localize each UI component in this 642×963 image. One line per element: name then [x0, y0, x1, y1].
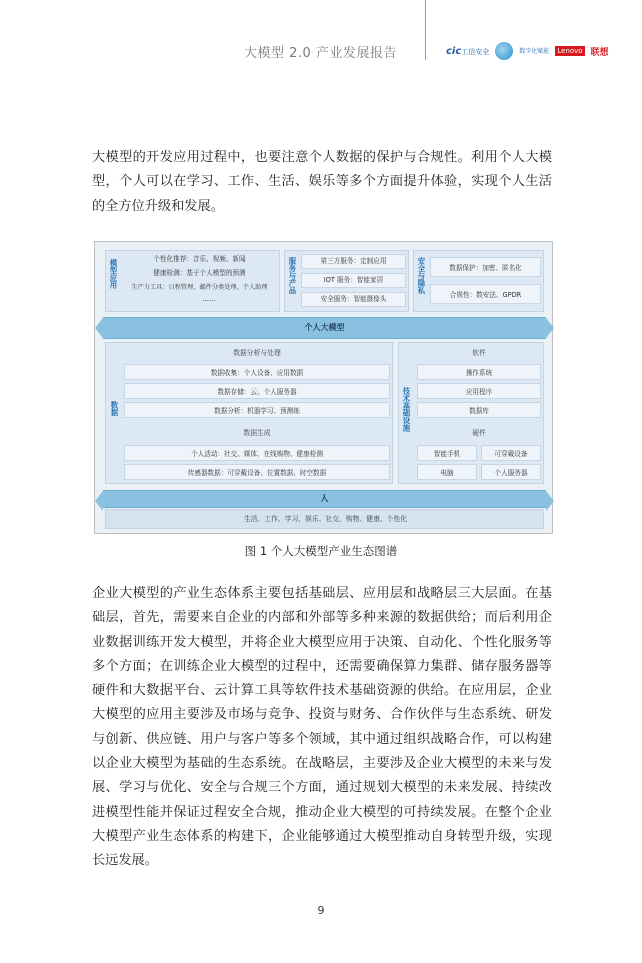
item-cell: 数据存储：云、个人服务器: [124, 383, 390, 399]
bottom-text: 生活、工作、学习、娱乐、社交、购物、健康、个性化: [243, 515, 408, 523]
section-title: 数据生成: [243, 429, 271, 437]
group-label: 技术基础设施: [402, 387, 411, 432]
item-cell: 可穿戴设备: [481, 445, 541, 461]
section-title: 数据分析与处理: [233, 349, 281, 357]
item-cell: 电脑: [417, 464, 477, 480]
more-ellipsis: ……: [202, 295, 216, 303]
band-personal-model: 个人大模型: [103, 317, 546, 339]
section-title: 硬件: [472, 429, 486, 437]
section-title: 软件: [472, 349, 486, 357]
header-divider: [425, 0, 426, 60]
cic-logo: cic工信安全: [446, 45, 490, 57]
page-number: 9: [317, 904, 325, 917]
group-data: [105, 342, 393, 484]
item-cell: 个人服务器: [481, 464, 541, 480]
group-label: 服务与产品: [288, 257, 297, 294]
item-cell: IOT 服务：智能家居: [301, 273, 406, 288]
item-cell: 数据保护：加密、匿名化: [430, 257, 541, 277]
ecosystem-figure: [94, 241, 553, 534]
group-label: 数据: [110, 401, 119, 416]
group-tech-infrastructure: [398, 342, 544, 484]
paragraph-intro: 大模型的开发应用过程中，也要注意个人数据的保护与合规性。利用个人大模型，个人可以在学习、工作、生活、娱乐等多个方面提升体验，实现个人生活的全方位升级和发展。: [92, 150, 552, 214]
item-cell: 个人活动：社交、媒体、在线购物、健康检测: [124, 445, 390, 461]
item-cell: 健康检测：基于个人模型的预测: [153, 269, 246, 277]
item-cell: 传感器数据：可穿戴设备、位置数据、时空数据: [124, 464, 390, 480]
group-model-application: [105, 250, 280, 312]
bottom-bar: [105, 509, 544, 529]
item-cell: 第三方服务：定制应用: [301, 254, 406, 269]
item-cell: 应用程序: [417, 383, 541, 399]
digital-logo: 数字化赋能: [519, 47, 550, 55]
item-cell: 操作系统: [417, 364, 541, 380]
lianxiang-logo: 联想: [590, 47, 609, 58]
item-cell: 安全服务：智能摄像头: [301, 292, 406, 307]
item-cell: 个性化推荐：音乐、视频、新闻: [153, 255, 246, 263]
item-cell: 数据收集：个人设备、应用数据: [124, 364, 390, 380]
group-label: 模型应用: [109, 259, 118, 289]
band-person: 人: [103, 490, 546, 508]
item-cell: 数据库: [417, 402, 541, 418]
header-logos: [446, 40, 609, 62]
item-cell: 数据分析：机器学习、预测练: [124, 402, 390, 418]
group-security-privacy: [413, 250, 544, 312]
item-cell: 生产力工具：日程管理、邮件分类处理、个人助理: [131, 284, 268, 291]
lenovo-logo: Lenovo: [557, 47, 583, 55]
group-label: 安全与隐私: [417, 257, 426, 294]
item-cell: 智能手机: [417, 445, 477, 461]
group-service-product: [284, 250, 409, 312]
circle-logo-icon: [495, 42, 513, 60]
figure-caption: 图 1 个人大模型产业生态图谱: [244, 544, 398, 558]
paragraph-enterprise: 企业大模型的产业生态体系主要包括基础层、应用层和战略层三大层面。在基础层，首先，需要来自企业的内部和外部等多种来源的数据供给；而后利用企业数据训练开发大模型，并将企业大模型应用于决策、自动化、个性化服务等多个方面；在训练企业大模型的过程中，还需要确保算力集群、储存服务器等硬件和大数据平台、云计算工具等软件技术基础资源的供给。在应用层，企业大模型的应用主要涉及市场与竞争、投资与财务、合作伙伴与生态系统、研发与创新、供应链、用户与客户等多个领域，其中通过组织战略合作，可以构建以企业大模型为基础的生态系统。在战略层，主要涉及企业大模型的未来与发展、学习与优化、安全与合规三个方面，通过规划大模型的未来发展、持续改进模型性能并保证过程安全合规，推动企业大模型的可持续发展。在整个企业大模型产业生态体系的构建下，企业能够通过大模型推动自身转型升级，实现长远发展。: [92, 586, 552, 869]
header-title: 大模型 2.0 产业发展报告: [244, 46, 397, 61]
item-cell: 合规性：数安法、GPDR: [430, 284, 541, 304]
